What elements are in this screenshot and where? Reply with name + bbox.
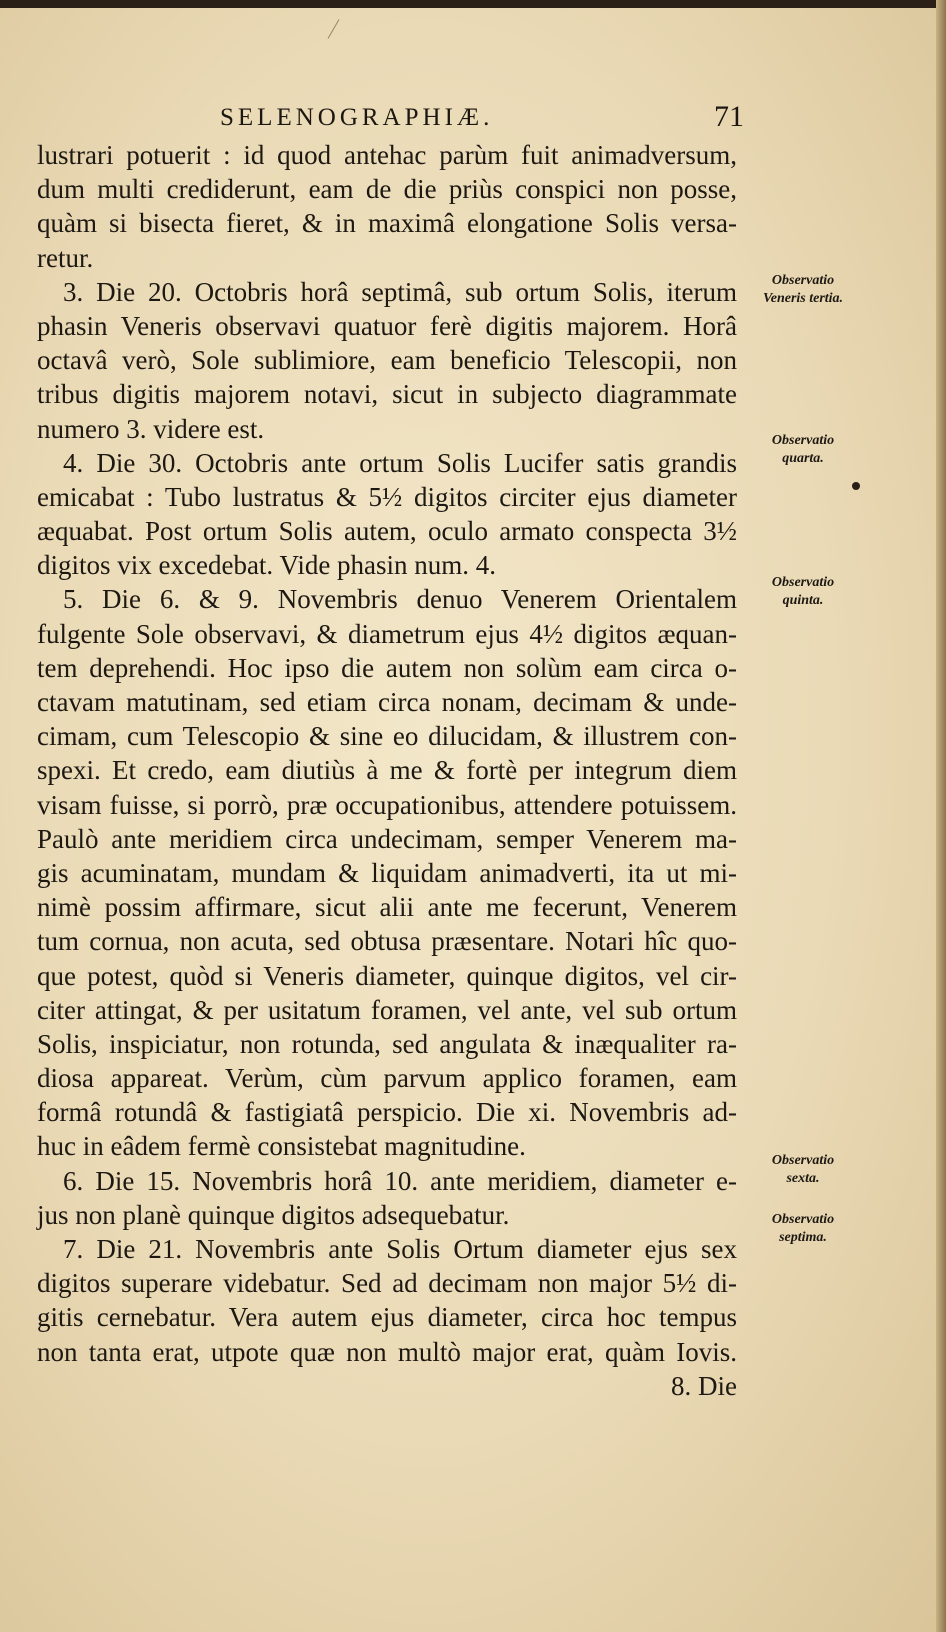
text-line: retur. bbox=[37, 242, 94, 273]
margin-note-observatio-7: Observatio septima. bbox=[771, 1212, 835, 1245]
text-line: fulgente Sole observavi, & diametrum ejus 4½ digitos æquan- bbox=[37, 618, 737, 649]
text-line: quàm si bisecta fieret, & in maximâ elongatione Solis versa- bbox=[37, 208, 737, 239]
margin-note-observatio-4: Observatio quarta. bbox=[771, 433, 835, 466]
text-line: dum multi crediderunt, eam de die priùs conspici non posse, bbox=[37, 174, 737, 205]
text-line: formâ rotundâ & fastigiatâ perspicio. Die xi. Novembris ad- bbox=[37, 1097, 737, 1128]
catchword: 8. Die bbox=[671, 1370, 737, 1401]
page-number: 71 bbox=[714, 100, 744, 133]
text-line: tum cornua, non acuta, sed obtusa præsentare. Notari hîc quo- bbox=[37, 926, 737, 957]
text-line: tribus digitis majorem notavi, sicut in subjecto diagrammate bbox=[37, 379, 737, 410]
text-line: 4. Die 30. Octobris ante ortum Solis Lucifer satis grandis bbox=[63, 447, 737, 478]
text-line: tem deprehendi. Hoc ipso die autem non solùm eam circa o- bbox=[37, 652, 737, 683]
text-line: 7. Die 21. Novembris ante Solis Ortum diameter ejus sex bbox=[63, 1234, 737, 1264]
text-line: ctavam matutinam, sed etiam circa nonam, decimam & unde- bbox=[37, 687, 737, 717]
margin-note-observatio-5: Observatio quinta. bbox=[771, 575, 835, 608]
text-line: lustrari potuerit : id quod antehac parùm fuit animadversum, bbox=[37, 140, 737, 170]
text-line: gitis cernebatur. Vera autem ejus diameter, circa hoc tempus bbox=[37, 1302, 737, 1333]
margin-note-observatio-3: Observatio Veneris tertia. bbox=[762, 273, 844, 306]
text-line: emicabat : Tubo lustratus & 5½ digitos circiter ejus diameter bbox=[37, 481, 737, 512]
text-line: 6. Die 15. Novembris horâ 10. ante meridiem, diameter e- bbox=[63, 1165, 737, 1196]
text-line: jus non planè quinque digitos adsequebatur. bbox=[37, 1199, 510, 1230]
text-line: visam fuisse, si porrò, præ occupationibus, attendere potuissem. bbox=[37, 789, 737, 820]
text-line: phasin Veneris observavi quatuor ferè digitis majorem. Horâ bbox=[37, 310, 737, 341]
text-line: citer attingat, & per usitatum foramen, vel ante, vel sub ortum bbox=[37, 994, 737, 1025]
margin-note-observatio-6: Observatio sexta. bbox=[771, 1153, 835, 1186]
text-line: cimam, cum Telescopio & sine eo dilucidam, & illustrem con- bbox=[37, 721, 737, 752]
text-line: digitos superare videbatur. Sed ad decimam non major 5½ di- bbox=[37, 1268, 737, 1299]
page-top-edge bbox=[0, 0, 946, 8]
page-right-edge bbox=[936, 0, 946, 1632]
body-text bbox=[37, 138, 737, 1403]
text-line: diosa appareat. Verùm, cùm parvum applico foramen, eam bbox=[37, 1063, 737, 1094]
text-line: Paulò ante meridiem circa undecimam, semper Venerem ma- bbox=[37, 823, 737, 854]
text-line: gis acuminatam, mundam & liquidam animadverti, ita ut mi- bbox=[37, 857, 737, 888]
running-title: SELENOGRAPHIÆ. bbox=[220, 104, 494, 131]
text-line: octavâ verò, Sole sublimiore, eam beneficio Telescopii, non bbox=[37, 345, 737, 376]
text-line: Solis, inspiciatur, non rotunda, sed angulata & inæqualiter ra- bbox=[37, 1028, 737, 1059]
text-line: numero 3. videre est. bbox=[37, 413, 265, 444]
paper-crease bbox=[328, 19, 340, 39]
text-line: 5. Die 6. & 9. Novembris denuo Venerem Orientalem bbox=[63, 584, 737, 615]
text-line: spexi. Et credo, eam diutiùs à me & fortè per integrum diem bbox=[37, 755, 737, 786]
text-line: 3. Die 20. Octobris horâ septimâ, sub ortum Solis, iterum bbox=[63, 276, 737, 307]
text-line: nimè possim affirmare, sicut alii ante me fecerunt, Venerem bbox=[37, 892, 737, 923]
text-line: digitos vix excedebat. Vide phasin num. 4. bbox=[37, 550, 497, 581]
text-line: æquabat. Post ortum Solis autem, oculo armato conspecta 3½ bbox=[37, 516, 737, 547]
text-line: que potest, quòd si Veneris diameter, quinque digitos, vel cir- bbox=[37, 960, 737, 991]
text-line: huc in eâdem fermè consistebat magnitudine. bbox=[37, 1131, 526, 1162]
ink-spot bbox=[852, 482, 860, 490]
text-line: non tanta erat, utpote quæ non multò major erat, quàm Iovis. bbox=[37, 1336, 737, 1367]
